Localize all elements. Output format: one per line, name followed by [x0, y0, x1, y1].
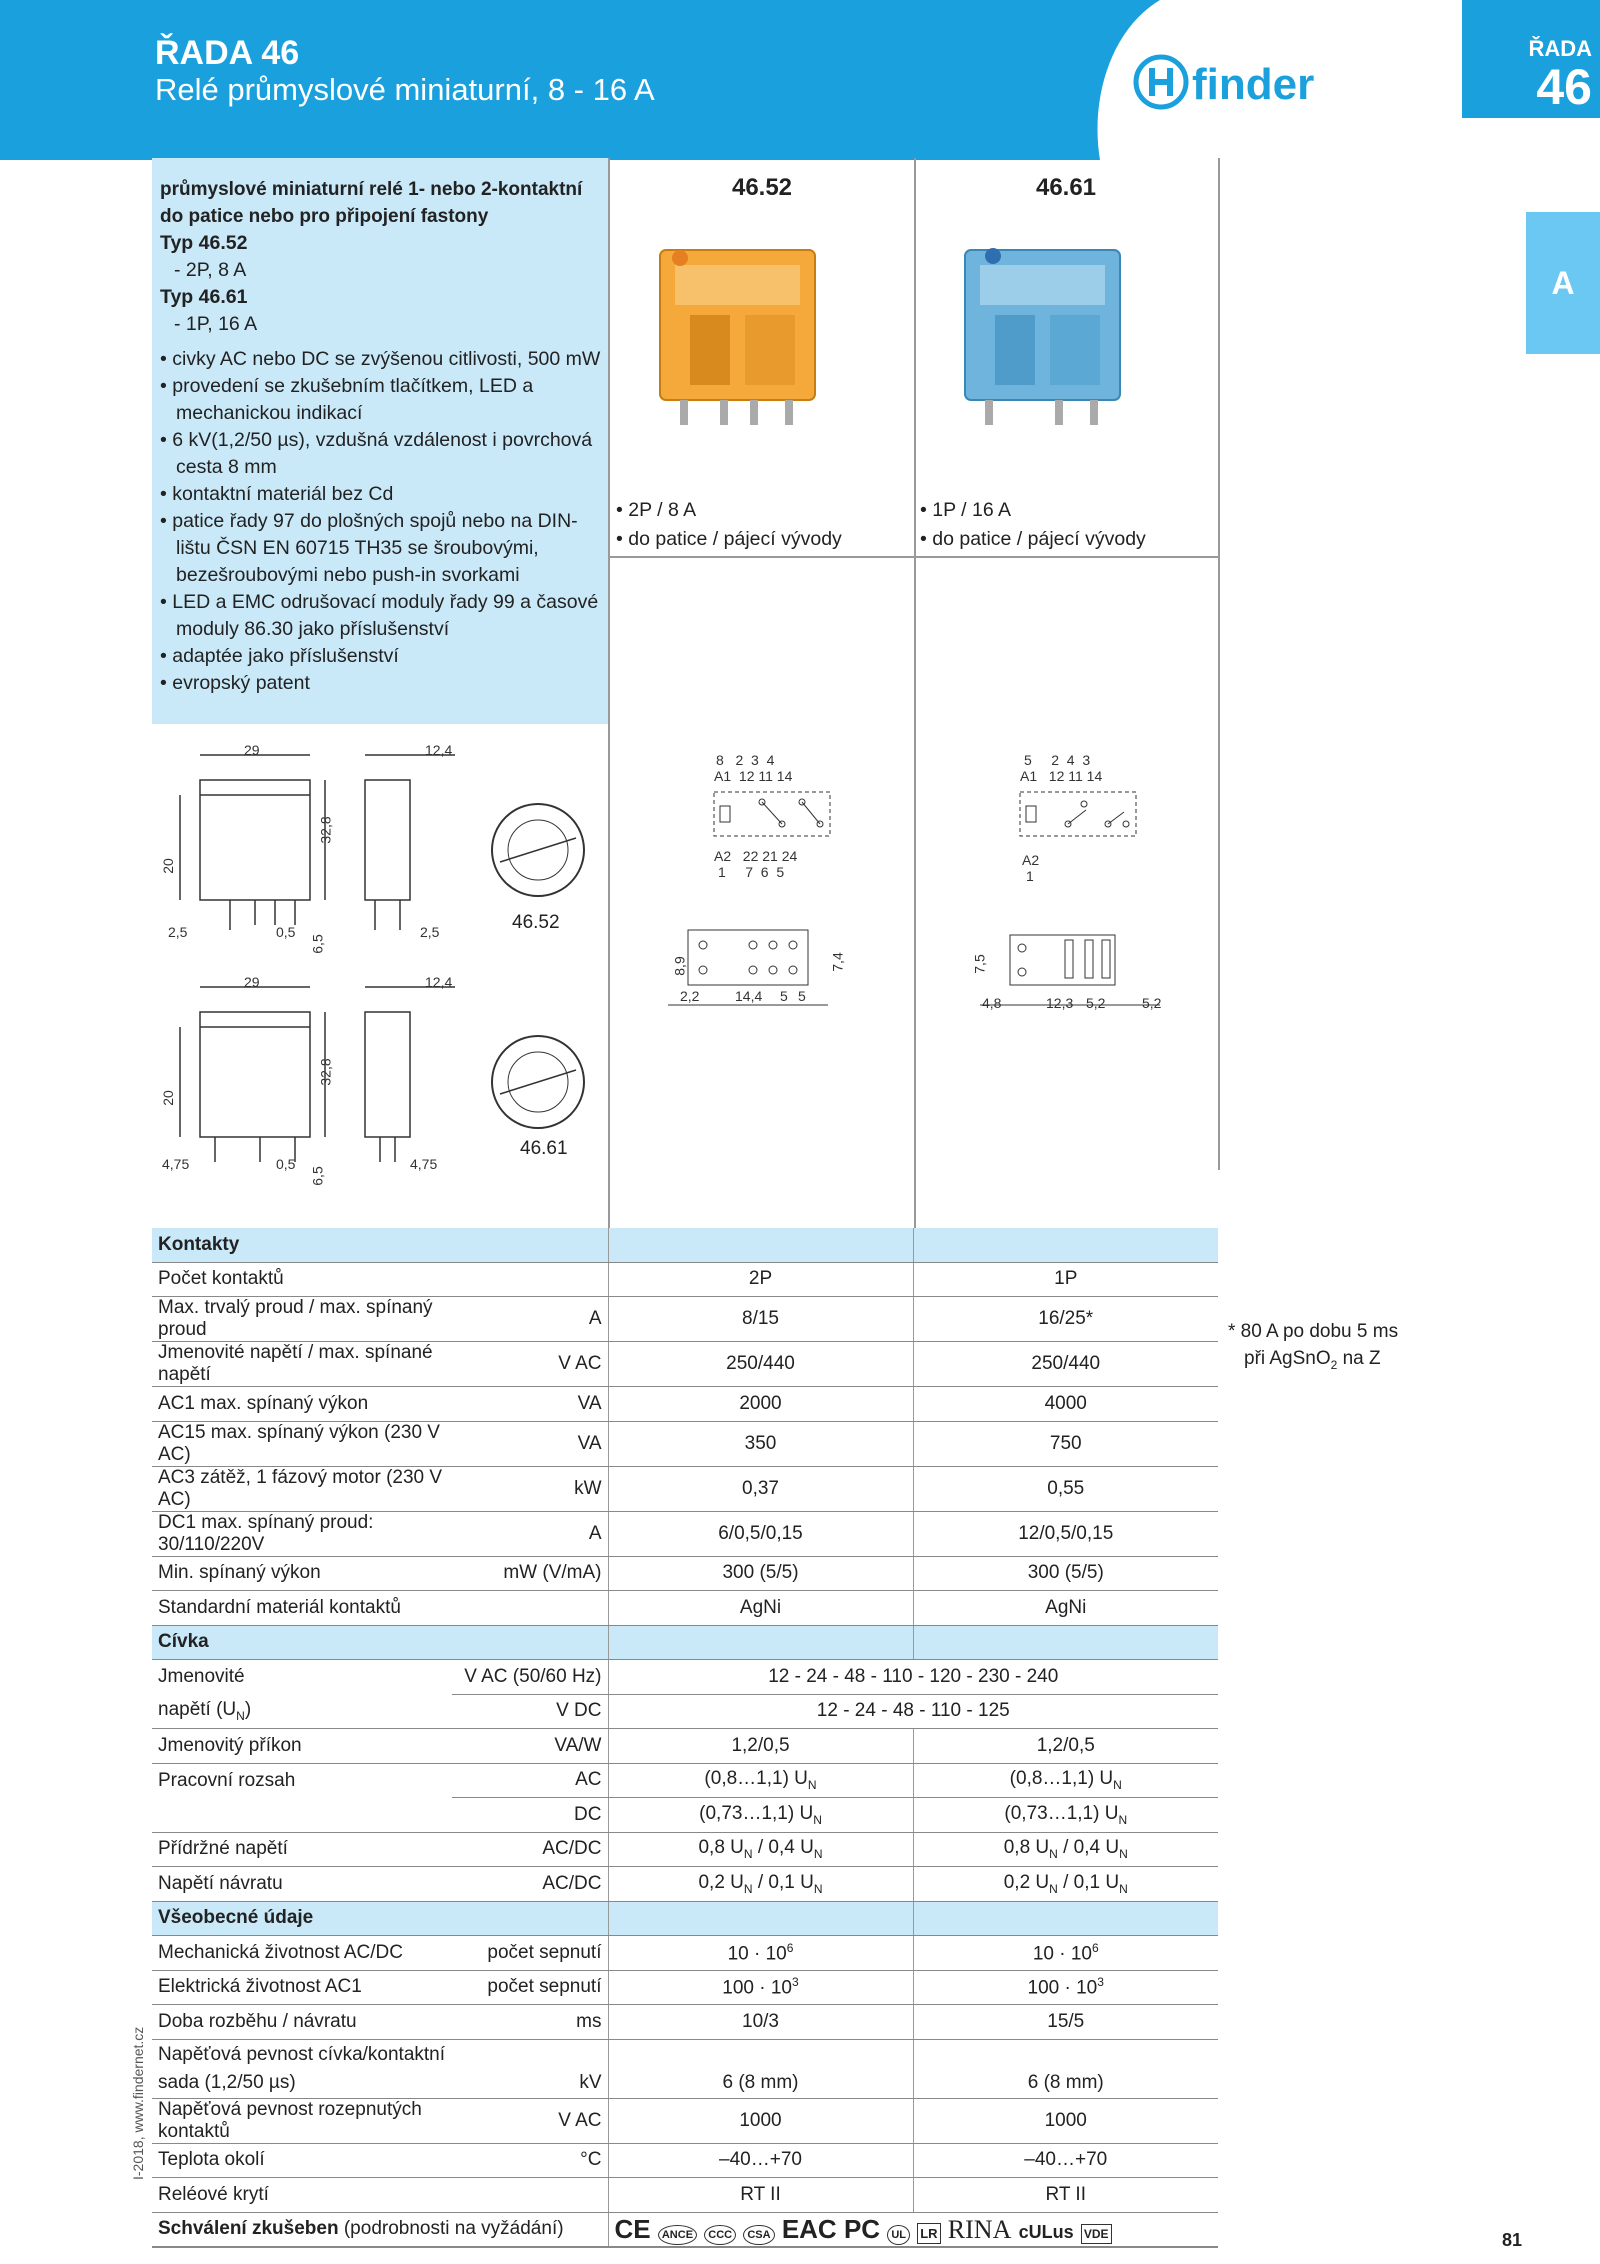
- column-divider: [1218, 158, 1220, 1170]
- section-header: Všeobecné údaje: [152, 1901, 1218, 1936]
- series-subtitle: Relé průmyslové miniaturní, 8 - 16 A: [155, 72, 655, 107]
- type1-label: Typ 46.52: [160, 232, 248, 254]
- pc-mark-icon: PC: [843, 2213, 881, 2244]
- feature-bullet: • provedení se zkušebním tlačítkem, LED a mechanickou indikací: [160, 375, 534, 424]
- dim-pin: 0,5: [276, 1156, 296, 1172]
- product-note: • 2P / 8 A: [616, 499, 697, 521]
- table-row: Mechanická životnost AC/DC počet sepnutí $10 \cdot 10^6$ $10 \cdot 10^6$: [152, 1936, 1218, 1971]
- ccc-mark-icon: CCC: [704, 2225, 736, 2245]
- table-row: Pracovní rozsah AC (0,8…1,1) $U_N$ (0,8…1,1) $U_N$: [152, 1763, 1218, 1798]
- dim-pin: 4,75: [410, 1156, 438, 1172]
- drawing-label: 46.52: [512, 912, 560, 933]
- eac-mark-icon: EAC: [781, 2213, 837, 2244]
- schematic-terminals: 5 2 4 3: [1024, 752, 1091, 768]
- drawing-label: 46.61: [520, 1138, 568, 1159]
- table-row: AC3 zátěž, 1 fázový motor (230 V AC) kW 0,37 0,55: [152, 1466, 1218, 1511]
- csa-mark-icon: CSA: [743, 2225, 774, 2245]
- column-divider: [914, 158, 916, 1228]
- dim-depth: 12,4: [425, 742, 453, 758]
- vde-mark-icon: VDE: [1081, 2224, 1112, 2244]
- dim-width: 29: [244, 974, 260, 990]
- footprint-dim: 12,3: [1046, 995, 1074, 1011]
- spec-table: [152, 1228, 1218, 2248]
- product-note: • do patice / pájecí vývody: [920, 528, 1146, 550]
- table-row: Doba rozběhu / návratu ms 10/3 15/5: [152, 2005, 1218, 2040]
- table-row: Napětí návratu AC/DC 0,2 $U_N / 0,1$ $U_N$ 0,2 $U_N / 0,1$ $U_N$: [152, 1867, 1218, 1902]
- intro-heading: průmyslové miniaturní relé 1- nebo 2-kontaktní do patice nebo pro připojení fastony: [160, 179, 583, 227]
- dim-pin: 6,5: [309, 1166, 326, 1186]
- page-number: 81: [1502, 2230, 1523, 2250]
- dim-h20: 20: [159, 1090, 176, 1106]
- schematic-terminals: A2 22 21 24: [714, 848, 798, 864]
- table-row: Přídržné napětí AC/DC 0,8 $U_N / 0,4$ $U_N$ 0,8 $U_N / 0,4$ $U_N$: [152, 1832, 1218, 1867]
- intro-text: [160, 176, 606, 697]
- product-code-2: 46.61: [1035, 174, 1097, 201]
- rina-mark-icon: RINA: [947, 2214, 1012, 2244]
- table-row: Napěťová pevnost cívka/kontaktní sada (1,2/50 µs) kV 6 (8 mm) 6 (8 mm): [152, 2039, 1218, 2098]
- section-tab-a: A: [1526, 212, 1600, 354]
- certification-marks: [608, 2212, 1218, 2247]
- dim-pin: 0,5: [276, 924, 296, 940]
- dim-depth: 12,4: [425, 974, 453, 990]
- sidebar-imprint: I-2018, www.findernet.cz: [130, 2026, 146, 2180]
- footnote: * 80 A po dobu 5 ms při AgSnO$_2$ na Z: [1228, 1321, 1399, 1372]
- feature-bullet: • LED a EMC odrušovací moduly řady 99 a časové moduly 86.30 jako příslušenství: [160, 591, 599, 640]
- finder-logo-icon: [1133, 54, 1189, 110]
- feature-bullet: • civky AC nebo DC se zvýšenou citlivosti, 500 mW: [160, 348, 601, 370]
- finder-logo-text: finder: [1192, 60, 1315, 109]
- type2-label: Typ 46.61: [160, 286, 248, 308]
- table-row: Reléové krytí RT II RT II: [152, 2178, 1218, 2213]
- footprint-dim: 8,9: [671, 956, 688, 976]
- product-note: • do patice / pájecí vývody: [616, 528, 842, 550]
- dim-height: 32,8: [317, 1058, 334, 1086]
- registered-design-seal: [488, 1032, 588, 1132]
- feature-bullet: • 6 kV(1,2/50 µs), vzdušná vzdálenost i povrchová cesta 8 mm: [160, 429, 593, 478]
- schematic-terminals: A2: [1022, 852, 1040, 868]
- approvals-row: Schválení zkušeben (podrobnosti na vyžádání) CE ANCE CCC CSA EAC PC UL LR RINA cULus VDE: [152, 2212, 1218, 2247]
- series-tab-number: 46: [1536, 59, 1592, 115]
- table-row: AC1 max. spínaný výkon VA 2000 4000: [152, 1387, 1218, 1422]
- feature-bullet: • adaptée jako příslušenství: [160, 645, 399, 667]
- row-divider: [608, 556, 1220, 558]
- footprint-dim: 7,5: [971, 954, 988, 974]
- footprint-dim: 14,4: [735, 988, 763, 1004]
- ul-mark-icon: UL: [887, 2225, 910, 2245]
- schematic-terminals: 1 7 6 5: [718, 864, 785, 880]
- dimension-drawing-46-61: [155, 972, 455, 1182]
- contact-schematic-46-61: [1018, 790, 1138, 838]
- schematic-terminals: 8 2 3 4: [716, 752, 775, 768]
- footprint-dim: 7,4: [829, 952, 846, 972]
- feature-bullet: • patice řady 97 do plošných spojů nebo na DIN-lištu ČSN EN 60715 TH35 se šroubovými, bezešroubovými nebo push-in svorkami: [160, 510, 578, 586]
- table-row: Jmenovitý příkon VA/W 1,2/0,5 1,2/0,5: [152, 1729, 1218, 1764]
- culus-mark-icon: cULus: [1018, 2221, 1074, 2242]
- dim-pin: 2,5: [420, 924, 440, 940]
- product-note: • 1P / 16 A: [920, 499, 1012, 521]
- relay-46-61-image: [955, 230, 1135, 430]
- table-row: Jmenovité napětí / max. spínané napětí V AC 250/440 250/440: [152, 1342, 1218, 1387]
- series-tab-word: ŘADA: [1528, 36, 1592, 61]
- series-title: ŘADA 46: [155, 34, 300, 72]
- registered-design-seal: [488, 800, 588, 900]
- table-row: Elektrická životnost AC1 počet sepnutí $100 \cdot 10^3$ $100 \cdot 10^3$: [152, 1970, 1218, 2005]
- dim-pin: 4,75: [162, 1156, 190, 1172]
- type2-desc: - 1P, 16 A: [174, 313, 258, 335]
- footprint-dim: 4,8: [982, 995, 1002, 1011]
- table-row: Min. spínaný výkon mW (V/mA) 300 (5/5) 300 (5/5): [152, 1556, 1218, 1591]
- ce-mark-icon: CE: [614, 2213, 651, 2244]
- table-row: DC (0,73…1,1) $U_N$ (0,73…1,1) $U_N$: [152, 1798, 1218, 1833]
- table-row: Max. trvalý proud / max. spínaný proud A 8/15 16/25*: [152, 1297, 1218, 1342]
- table-row: napětí $(U_N)$ V DC 12 - 24 - 48 - 110 - 125: [152, 1694, 1218, 1729]
- schematic-terminals: A1 12 11 14: [714, 768, 793, 784]
- dim-pin: 6,5: [309, 934, 326, 954]
- schematic-terminals: A1 12 11 14: [1020, 768, 1103, 784]
- table-row: Počet kontaktů 2P 1P: [152, 1262, 1218, 1297]
- contact-schematic-46-52: [712, 790, 832, 838]
- ance-mark-icon: ANCE: [658, 2225, 697, 2245]
- schematic-terminals: 1: [1026, 868, 1034, 884]
- dimension-drawing-46-52: [155, 735, 455, 950]
- dim-pin: 2,5: [168, 924, 188, 940]
- footprint-dim: 2,2: [680, 988, 700, 1004]
- relay-46-52-image: [650, 230, 830, 430]
- feature-bullet: • kontaktní materiál bez Cd: [160, 483, 394, 505]
- table-row: Teplota okolí °C –40…+70 –40…+70: [152, 2143, 1218, 2178]
- dim-width: 29: [244, 742, 260, 758]
- table-row: DC1 max. spínaný proud: 30/110/220V A 6/0,5/0,15 12/0,5/0,15: [152, 1511, 1218, 1556]
- table-row: Napěťová pevnost rozepnutých kontaktů V AC 1000 1000: [152, 2098, 1218, 2143]
- table-row: Standardní materiál kontaktů AgNi AgNi: [152, 1591, 1218, 1626]
- dim-height: 32,8: [317, 816, 334, 844]
- type1-desc: - 2P, 8 A: [174, 259, 247, 281]
- section-header: Cívka: [152, 1625, 1218, 1660]
- dim-h20: 20: [159, 858, 176, 874]
- feature-bullet: • evropský patent: [160, 672, 310, 694]
- table-row: AC15 max. spínaný výkon (230 V AC) VA 350 750: [152, 1421, 1218, 1466]
- product-code-1: 46.52: [731, 174, 793, 201]
- table-row: Jmenovité V AC (50/60 Hz) 12 - 24 - 48 - 110 - 120 - 230 - 240: [152, 1660, 1218, 1695]
- footprint-dim: 5: [798, 988, 806, 1004]
- footprint-dim: 5,2: [1142, 995, 1162, 1011]
- footprint-dim: 5,2: [1086, 995, 1106, 1011]
- lr-mark-icon: LR: [917, 2223, 940, 2244]
- footprint-dim: 5: [780, 988, 788, 1004]
- column-divider: [608, 158, 610, 1228]
- section-header: Kontakty: [152, 1228, 1218, 1262]
